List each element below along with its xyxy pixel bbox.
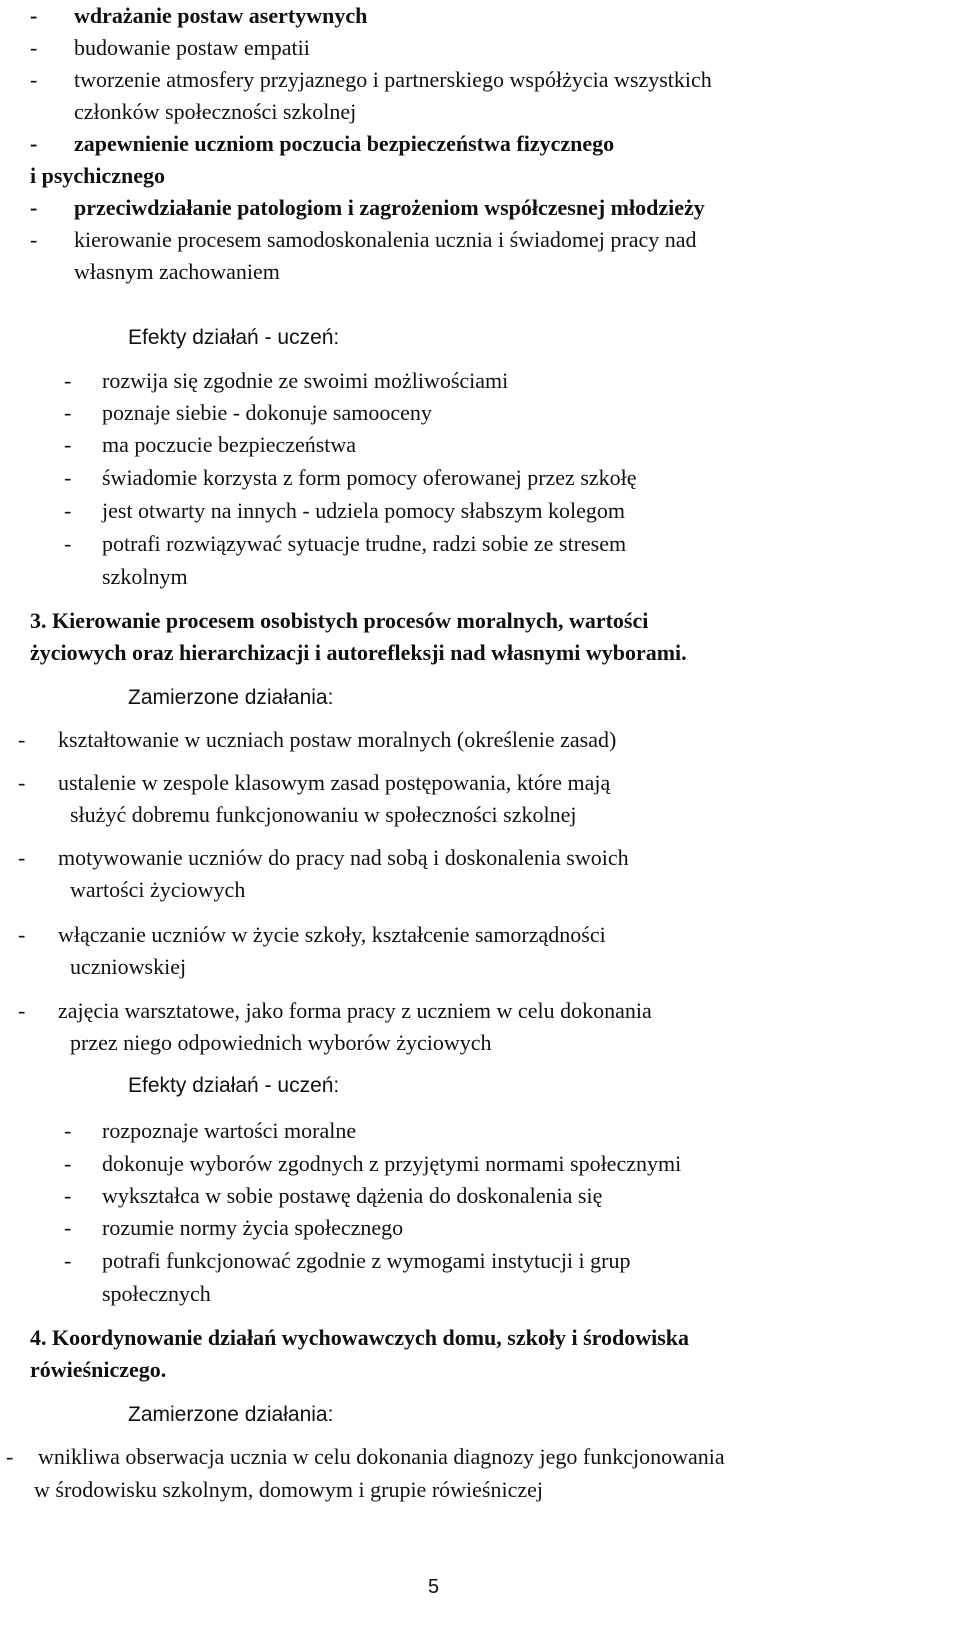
list-dash: - <box>64 498 72 523</box>
list-item <box>64 462 637 494</box>
effects-heading: Efekty działań - uczeń: <box>128 326 340 349</box>
list-item <box>64 1212 404 1244</box>
list-item <box>18 724 617 756</box>
section-heading: 4. Koordynowanie działań wychowawczych domu, szkoły i środowiska <box>30 1325 690 1350</box>
list-item-text: świadomie korzysta z form pomocy oferowanej przez szkołę <box>102 465 637 490</box>
list-dash: - <box>30 227 38 252</box>
list-dash: - <box>30 67 38 92</box>
list-dash: - <box>64 1248 72 1273</box>
list-dash: - <box>64 465 72 490</box>
list-item-text: włączanie uczniów w życie szkoły, kształcenie samorządności <box>58 922 606 947</box>
planned-heading: Zamierzone działania: <box>128 1403 334 1426</box>
effects-heading: Efekty działań - uczeń: <box>128 1074 340 1097</box>
list-dash: - <box>18 845 26 870</box>
list-item-text: kierowanie procesem samodoskonalenia ucznia i świadomej pracy nad <box>74 227 697 252</box>
list-item-continuation: w środowisku szkolnym, domowym i grupie rówieśniczej <box>34 1477 543 1502</box>
list-item <box>30 32 310 64</box>
list-item-text: wykształca w sobie postawę dążenia do doskonalenia się <box>102 1183 603 1208</box>
list-item-text: wnikliwa obserwacja ucznia w celu dokonania diagnozy jego funkcjonowania <box>38 1444 725 1469</box>
list-item-text: kształtowanie w uczniach postaw moralnych (określenie zasad) <box>58 727 617 752</box>
list-dash: - <box>64 1118 72 1143</box>
list-item <box>30 192 705 224</box>
section-heading: 3. Kierowanie procesem osobistych procesów moralnych, wartości <box>30 608 649 633</box>
list-item <box>30 0 368 32</box>
list-dash: - <box>64 531 72 556</box>
list-item-text: budowanie postaw empatii <box>74 35 310 60</box>
list-item-continuation: wartości życiowych <box>70 877 246 902</box>
list-dash: - <box>64 432 72 457</box>
list-item-continuation: społecznych <box>102 1281 211 1306</box>
list-item <box>30 128 615 160</box>
list-item-text: zajęcia warsztatowe, jako forma pracy z uczniem w celu dokonania <box>58 998 652 1023</box>
list-item-continuation: przez niego odpowiednich wyborów życiowych <box>70 1030 492 1055</box>
list-item-continuation: własnym zachowaniem <box>74 259 280 284</box>
list-item <box>30 64 712 96</box>
list-dash: - <box>18 727 26 752</box>
list-item-text: rozumie normy życia społecznego <box>102 1215 404 1240</box>
list-item-continuation: służyć dobremu funkcjonowaniu w społeczności szkolnej <box>70 802 577 827</box>
list-item-text: dokonuje wyborów zgodnych z przyjętymi normami społecznymi <box>102 1151 682 1176</box>
list-dash: - <box>30 3 38 28</box>
list-item <box>64 1245 631 1277</box>
page-number: 5 <box>428 1576 440 1598</box>
list-dash: - <box>18 998 26 1023</box>
list-item-text: wdrażanie postaw asertywnych <box>74 3 368 28</box>
list-item <box>6 1441 725 1473</box>
list-item <box>18 767 611 799</box>
list-item <box>64 495 625 527</box>
planned-heading: Zamierzone działania: <box>128 686 334 709</box>
list-dash: - <box>64 368 72 393</box>
list-dash: - <box>18 770 26 795</box>
list-item-continuation: członków społeczności szkolnej <box>74 99 357 124</box>
list-item-text: potrafi funkcjonować zgodnie z wymogami instytucji i grup <box>102 1248 631 1273</box>
list-item <box>18 995 652 1027</box>
list-dash: - <box>64 1183 72 1208</box>
list-item <box>64 528 627 560</box>
list-item <box>64 1115 357 1147</box>
list-dash: - <box>30 195 38 220</box>
list-item <box>64 429 357 461</box>
list-dash: - <box>18 922 26 947</box>
list-item-text: rozpoznaje wartości moralne <box>102 1118 357 1143</box>
list-item-text: jest otwarty na innych - udziela pomocy słabszym kolegom <box>102 498 625 523</box>
list-item <box>64 397 432 429</box>
list-item-text: ma poczucie bezpieczeństwa <box>102 432 357 457</box>
list-dash: - <box>6 1444 14 1469</box>
list-item <box>64 1180 603 1212</box>
list-item-text: rozwija się zgodnie ze swoimi możliwościami <box>102 368 509 393</box>
list-dash: - <box>64 1151 72 1176</box>
list-item <box>30 224 697 256</box>
list-item <box>18 842 629 874</box>
list-item-text: ustalenie w zespole klasowym zasad postępowania, które mają <box>58 770 611 795</box>
list-item <box>64 1148 682 1180</box>
list-item-text: zapewnienie uczniom poczucia bezpieczeństwa fizycznego <box>74 131 615 156</box>
list-dash: - <box>64 400 72 425</box>
list-item-text: potrafi rozwiązywać sytuacje trudne, radzi sobie ze stresem <box>102 531 627 556</box>
list-item-continuation: uczniowskiej <box>70 954 187 979</box>
list-dash: - <box>30 131 38 156</box>
list-dash: - <box>30 35 38 60</box>
list-item <box>18 919 606 951</box>
list-item-continuation: szkolnym <box>102 564 188 589</box>
list-item-text: motywowanie uczniów do pracy nad sobą i doskonalenia swoich <box>58 845 629 870</box>
list-dash: - <box>64 1215 72 1240</box>
list-item-text: przeciwdziałanie patologiom i zagrożeniom współczesnej młodzieży <box>74 195 705 220</box>
section-heading-continuation: rówieśniczego. <box>30 1357 167 1382</box>
list-item <box>64 365 509 397</box>
list-item-text: tworzenie atmosfery przyjaznego i partnerskiego współżycia wszystkich <box>74 67 712 92</box>
section-heading-continuation: życiowych oraz hierarchizacji i autorefleksji nad własnymi wyborami. <box>30 640 687 665</box>
list-item-continuation: i psychicznego <box>30 163 166 188</box>
list-item-text: poznaje siebie - dokonuje samooceny <box>102 400 432 425</box>
